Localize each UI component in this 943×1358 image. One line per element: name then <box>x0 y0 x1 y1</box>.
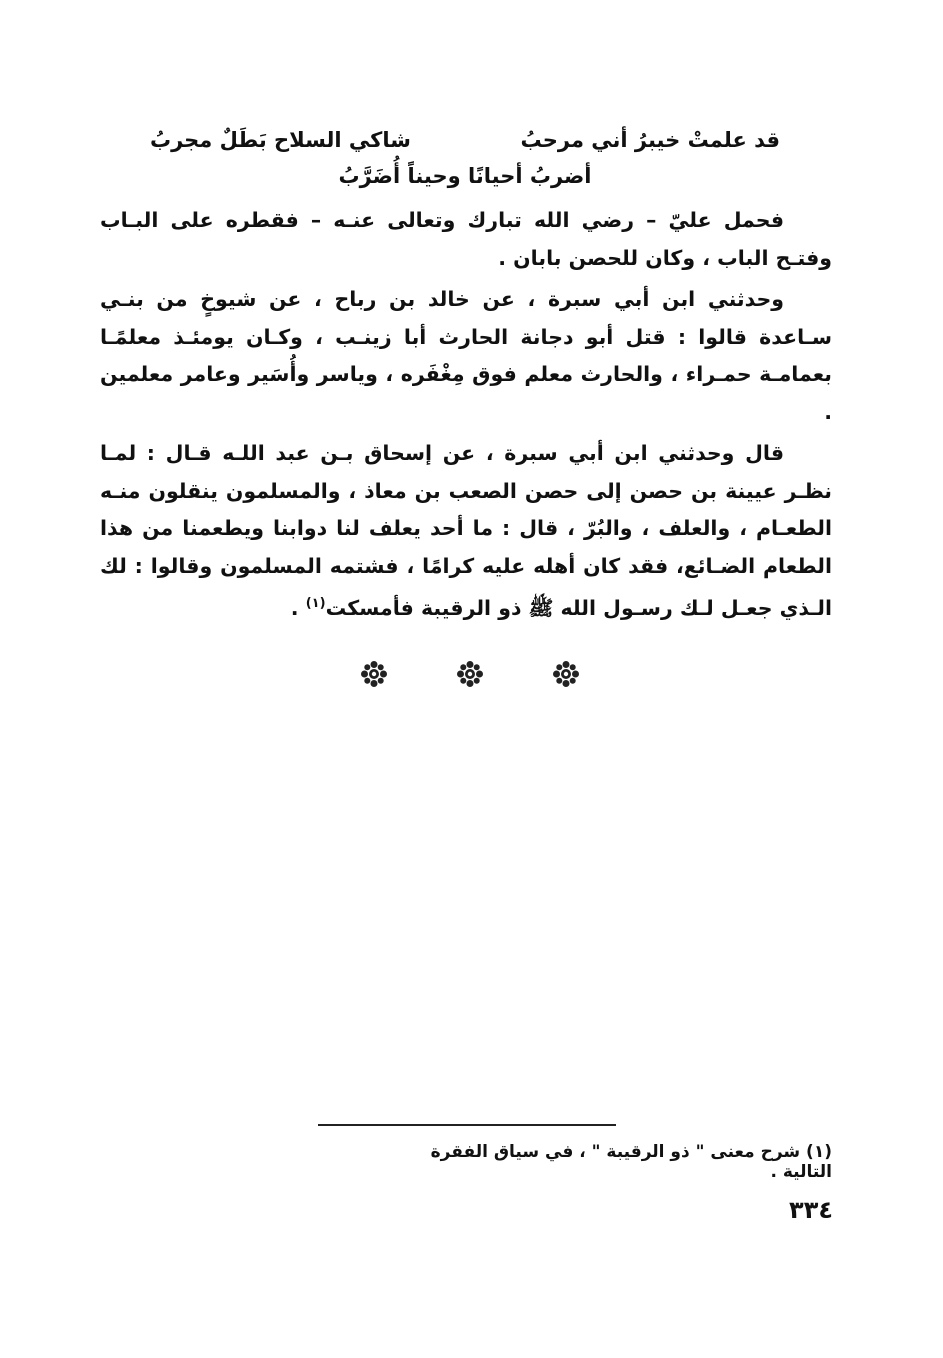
poem-hemistich: أضربُ أحيانًا وحيناً أُضَرَّبُ <box>338 164 592 188</box>
paragraph: وحدثني ابن أبي سبرة ، عن خالد بن رباح ، عن شيوخٍ من بنـي سـاعدة قالوا : قتل أبو دجانة الحارث أبا زينـب ، وكـان يومئـذ معلمًـا بعمامـة حمـراء ، والحارث معلم فوق مِغْفَره ، وياسر وأُسَير وعامر معلمين . <box>100 287 832 424</box>
footnote-separator <box>318 1124 616 1126</box>
flower-ornament-icon <box>360 660 388 688</box>
poem-block <box>150 128 780 200</box>
page-number: ٣٣٤ <box>789 1196 833 1224</box>
poem-verse <box>150 164 780 200</box>
paragraph-end: . <box>290 595 306 620</box>
section-divider <box>360 660 580 688</box>
paragraph: فحمل عليّ – رضي الله تبارك وتعالى عنـه – فقطره على البـاب وفتـح الباب ، وكان للحصن بابان . <box>100 208 832 270</box>
footnote: (١) شرح معنى " ذو الرقيبة " ، في سياق الفقرة التالية . <box>430 1142 832 1182</box>
flower-ornament-icon <box>456 660 484 688</box>
footnote-marker: (١) <box>305 596 326 611</box>
poem-verse <box>150 128 780 164</box>
main-text <box>100 202 832 631</box>
poem-hemistich: قد علمتْ خيبرُ أني مرحبُ <box>520 128 780 152</box>
paragraph: قال وحدثني ابن أبي سبرة ، عن إسحاق بـن عبد اللـه قـال : لمـا نظـر عيينة بن حصن إلى حصن الصعب بن معاذ ، والمسلمون ينقلون منـه الطعـام ، والعلف ، والبُرّ ، قال : ما أحد يعلف لنا دوابنا ويطعمنا من هذا الطعام الضـائع، فقد كان أهله عليه كرامًا ، فشتمه المسلمون وقالوا : لك الـذي جعـل لـك رسـول الله ﷺ ذو الرقيبة فأمسكت$^{(١)}$ . <box>100 441 832 620</box>
poem-hemistich: شاكي السلاح بَطَلٌ مجربُ <box>150 128 411 152</box>
flower-ornament-icon <box>552 660 580 688</box>
